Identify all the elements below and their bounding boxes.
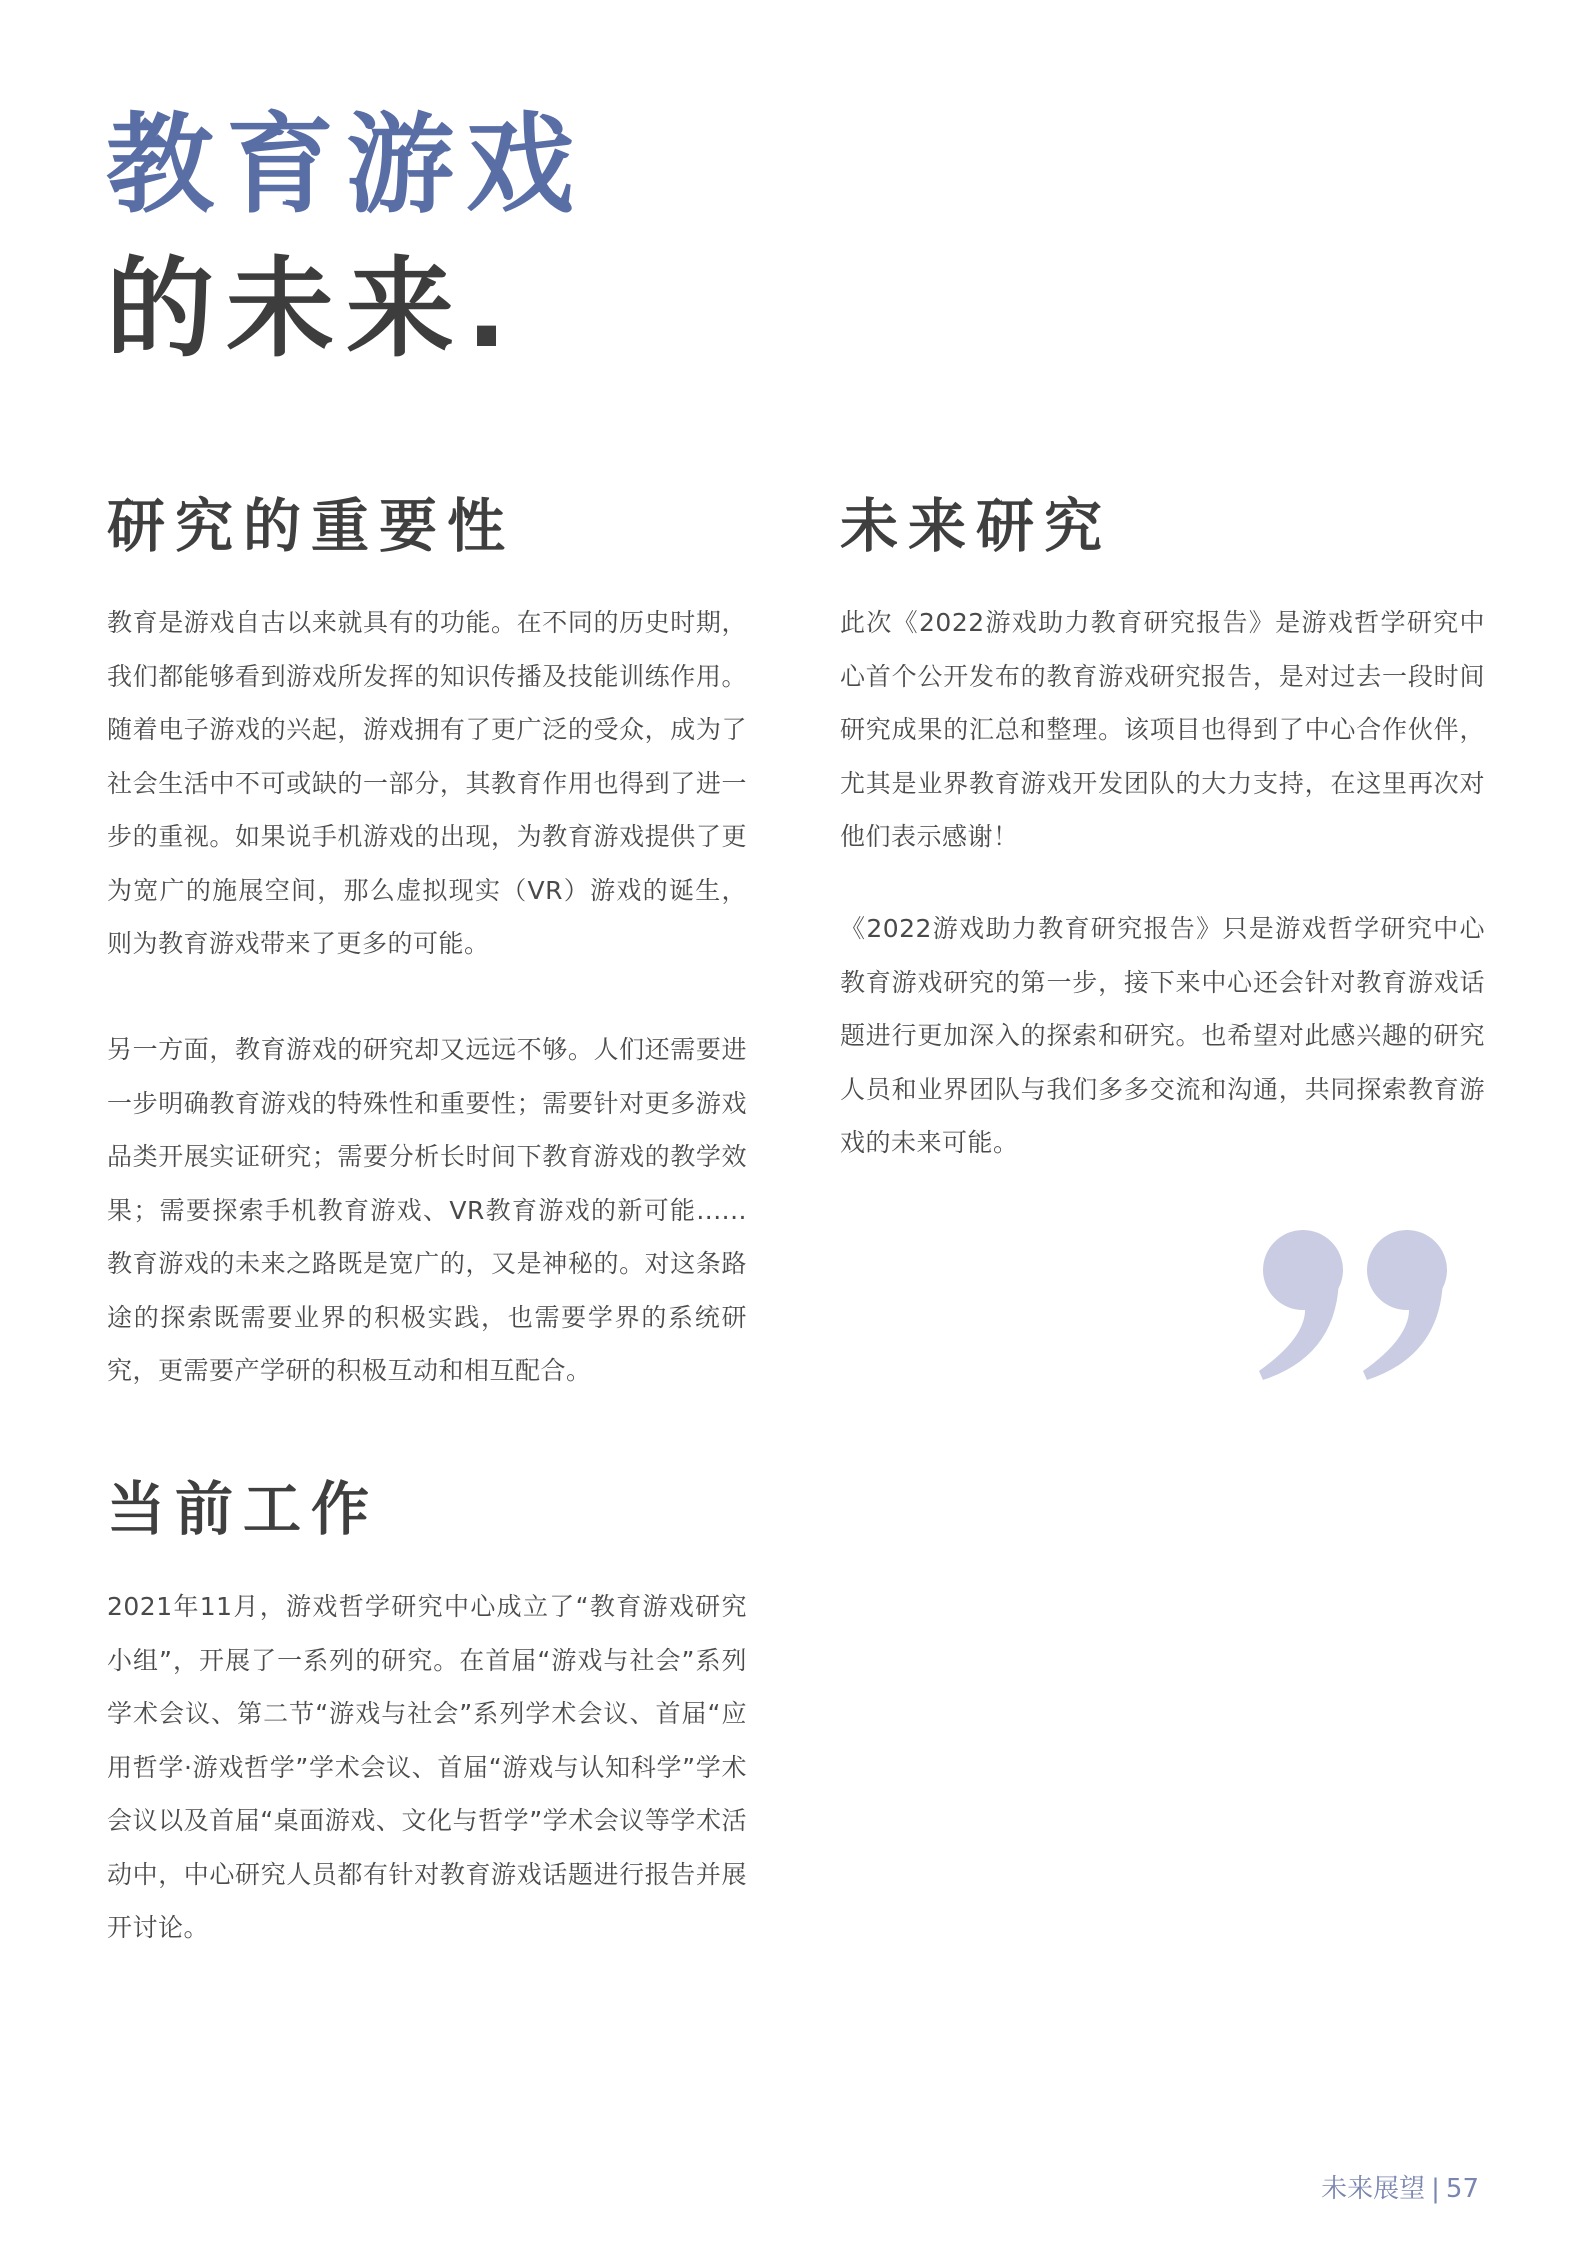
paragraph-future-research-1: 此次《2022游戏助力教育研究报告》是游戏哲学研究中心首个公开发布的教育游戏研究报告，是对过去一段时间研究成果的汇总和整理。该项目也得到了中心合作伙伴，尤其是业界教育游戏开发团队的大力支持，在这里再次对他们表示感谢！	[840, 608, 1485, 851]
paragraph-importance-1: 教育是游戏自古以来就具有的功能。在不同的历史时期，我们都能够看到游戏所发挥的知识传播及技能训练作用。随着电子游戏的兴起，游戏拥有了更广泛的受众，成为了社会生活中不可或缺的一部分，其教育作用也得到了进一步的重视。如果说手机游戏的出现，为教育游戏提供了更为宽广的施展空间，那么虚拟现实（VR）游戏的诞生，则为教育游戏带来了更多的可能。	[107, 608, 747, 958]
heading-current-work: 当前工作	[107, 1475, 380, 1543]
heading-future-research: 未来研究	[840, 492, 1113, 560]
closing-quote-icon	[1255, 1225, 1455, 1385]
paragraph-future-research-2: 《2022游戏助力教育研究报告》只是游戏哲学研究中心教育游戏研究的第一步，接下来中心还会针对教育游戏话题进行更加深入的探索和研究。也希望对此感兴趣的研究人员和业界团队与我们多多交流和沟通，共同探索教育游戏的未来可能。	[840, 914, 1485, 1157]
paragraph-importance-2: 另一方面，教育游戏的研究却又远远不够。人们还需要进一步明确教育游戏的特殊性和重要性；需要针对更多游戏品类开展实证研究；需要分析长时间下教育游戏的教学效果；需要探索手机教育游戏、VR教育游戏的新可能......教育游戏的未来之路既是宽广的，又是神秘的。对这条路途的探索既需要业界的积极实践，也需要学界的系统研究，更需要产学研的积极互动和相互配合。	[107, 1035, 747, 1385]
paragraph-current-work: 2021年11月，游戏哲学研究中心成立了“教育游戏研究小组”，开展了一系列的研究。在首届“游戏与社会”系列学术会议、第二节“游戏与社会”系列学术会议、首届“应用哲学·游戏哲学”学术会议、首届“游戏与认知科学”学术会议以及首届“桌面游戏、文化与哲学”学术会议等学术活动中，中心研究人员都有针对教育游戏话题进行报告并展开讨论。	[107, 1592, 747, 1942]
heading-importance: 研究的重要性	[107, 492, 516, 560]
title-line-accent: 教育游戏	[106, 103, 587, 228]
footer-section-label: 未来展望	[1321, 2174, 1426, 2204]
footer-separator: |	[1431, 2174, 1440, 2204]
page-footer	[1321, 2168, 1479, 2205]
page-title	[106, 103, 587, 372]
title-line-dark: 的未来.	[106, 247, 520, 372]
page-number: 57	[1445, 2174, 1479, 2204]
